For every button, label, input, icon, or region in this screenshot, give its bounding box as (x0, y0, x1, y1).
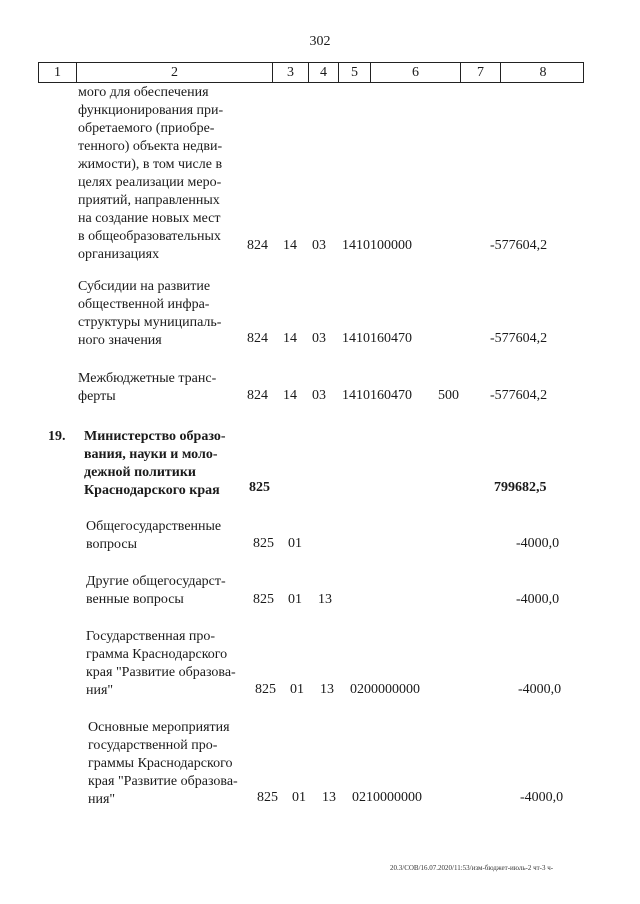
cell-rz: 01 (290, 682, 304, 697)
cell-sum: -577604,2 (490, 238, 548, 253)
header-col-8: 8 (539, 65, 547, 80)
header-col-6: 6 (371, 63, 461, 82)
cell-sum: -4000,0 (516, 592, 560, 607)
cell-ved: 824 (247, 331, 268, 346)
cell-pr: 03 (312, 388, 326, 403)
cell-csr: 1410160470 (342, 331, 412, 346)
table-header (38, 62, 584, 83)
cell-sum: -577604,2 (490, 331, 548, 346)
row-description: Межбюджетные транс- ферты (78, 371, 217, 404)
cell-pr: 13 (320, 682, 334, 697)
cell-sum: 799682,5 (494, 480, 547, 495)
row-description: Субсидии на развитие общественной инфра- структуры муниципаль- ного значения (78, 279, 222, 348)
cell-csr: 0210000000 (352, 790, 422, 805)
row-description: Министерство образо- вания, науки и моло- дежной политики Краснодарского края (84, 429, 226, 498)
cell-pr: 03 (312, 331, 326, 346)
cell-vr: 500 (438, 388, 459, 403)
cell-ved: 825 (253, 592, 274, 607)
cell-rz: 14 (283, 331, 297, 346)
cell-ved: 824 (247, 388, 268, 403)
cell-sum: -577604,2 (490, 388, 548, 403)
cell-rz: 14 (283, 388, 297, 403)
cell-ved: 825 (255, 682, 276, 697)
row-description: Общегосударственные вопросы (86, 519, 222, 552)
cell-rz: 01 (292, 790, 306, 805)
header-col-3: 3 (273, 63, 309, 82)
cell-pr: 13 (318, 592, 332, 607)
cell-ved: 825 (257, 790, 278, 805)
header-col-1: 1 (39, 63, 77, 82)
cell-pr: 03 (312, 238, 326, 253)
cell-ved: 825 (253, 536, 274, 551)
row-description: мого для обеспечения функционирования при- обретаемого (приобре- тенного) объекта недви- жимости), в том числе в целях реализации меро- приятий, направленных на создание новых мест в общеобразовательных организациях (78, 85, 224, 262)
cell-sum: -4000,0 (520, 790, 564, 805)
cell-rz: 14 (283, 238, 297, 253)
row-number: 19. (48, 429, 66, 444)
row-description: Основные мероприятия государственной про- граммы Краснодарского края "Развитие образова- ния" (88, 720, 238, 807)
cell-rz: 01 (288, 592, 302, 607)
cell-sum: -4000,0 (518, 682, 562, 697)
cell-ved: 824 (247, 238, 268, 253)
header-col-7: 7 (461, 63, 501, 82)
cell-ved: 825 (249, 480, 270, 495)
cell-pr: 13 (322, 790, 336, 805)
cell-csr: 1410160470 (342, 388, 412, 403)
page-number: 302 (309, 34, 331, 49)
cell-csr: 0200000000 (350, 682, 420, 697)
row-description: Государственная про- грамма Краснодарского края "Развитие образова- ния" (86, 629, 236, 698)
header-col-5: 5 (339, 63, 371, 82)
cell-csr: 1410100000 (342, 238, 412, 253)
row-description: Другие общегосударст- венные вопросы (86, 574, 226, 607)
header-col-2: 2 (77, 63, 273, 82)
cell-sum: -4000,0 (516, 536, 560, 551)
document-footer: 20.3/СОВ/16.07.2020/11:53/изм-бюджет-июль-2 чт-3 ч- (390, 864, 554, 872)
cell-rz: 01 (288, 536, 302, 551)
header-col-4: 4 (309, 63, 339, 82)
